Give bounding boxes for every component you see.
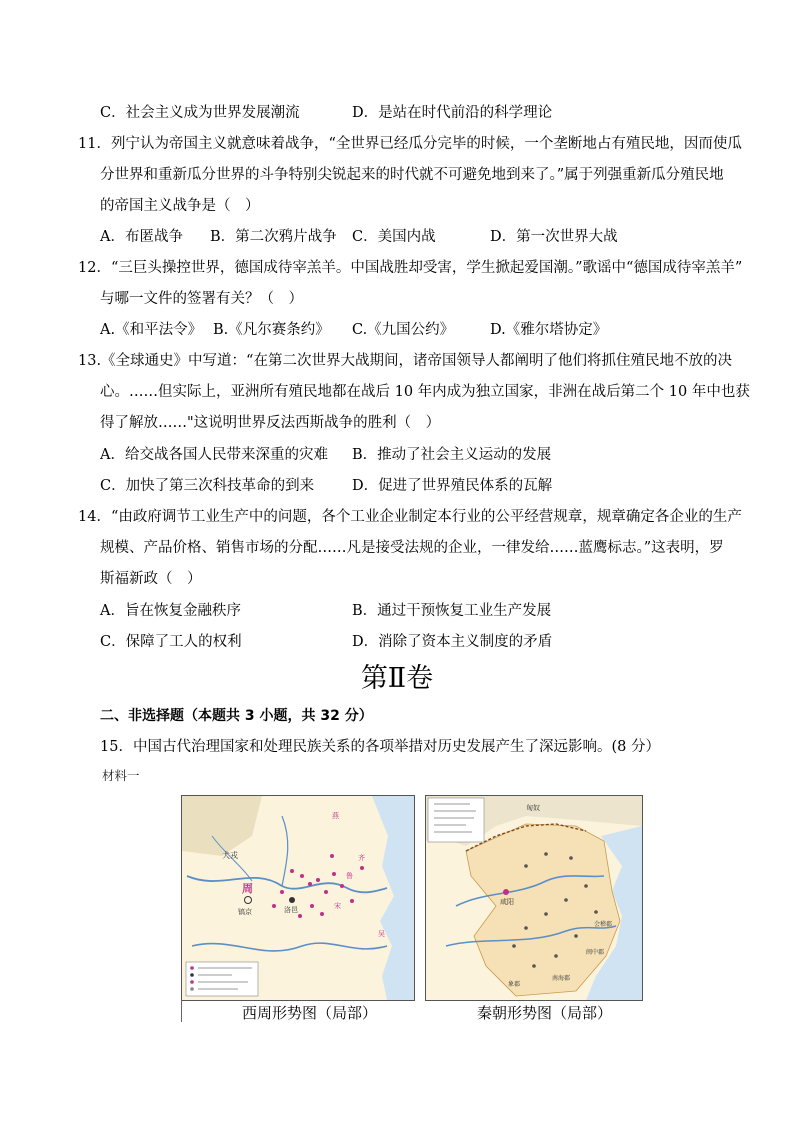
q14-stem-line1: 14．“由政府调节工业生产中的问题，各个工业企业制定本行业的公平经营规章，规章确定各企业的生产	[78, 509, 742, 525]
q14-option-d: D．消除了资本主义制度的矛盾	[352, 634, 553, 650]
q13-stem-line2: 心。……但实际上，亚洲所有殖民地都在战后 10 年内成为独立国家，非洲在战后第二个 10 年中也获	[100, 384, 750, 400]
q11-option-b: B．第二次鸦片战争	[210, 229, 337, 245]
map-label-lu: 鲁	[346, 872, 353, 880]
q13-option-b: B．推动了社会主义运动的发展	[352, 447, 552, 463]
q11-option-a: A．布匿战争	[100, 229, 183, 245]
q13-option-a: A．给交战各国人民带来深重的灾难	[100, 447, 328, 463]
q11-option-c: C．美国内战	[352, 229, 436, 245]
q11-stem-line1: 11．列宁认为帝国主义就意味着战争，“全世界已经瓜分完毕的时候，一个垄断地占有殖民地，因而使瓜	[78, 136, 742, 152]
q12-option-a: A.《和平法令》	[100, 322, 203, 338]
map-label-luoyi: 洛邑	[284, 906, 298, 914]
q12-option-b: B.《凡尔赛条约》	[213, 322, 330, 338]
map-label-nanhai: 南海郡	[552, 975, 571, 982]
q13-option-c: C．加快了第三次科技革命的到来	[100, 478, 315, 494]
q10-option-c: C．社会主义成为世界发展潮流	[100, 105, 300, 121]
western-zhou-map-caption: 西周形势图（局部）	[242, 1004, 378, 1022]
map-label-kuaiji: 会稽郡	[594, 921, 613, 928]
q14-option-a: A．旨在恢复金融秩序	[100, 603, 241, 619]
q13-option-d: D．促进了世界殖民体系的瓦解	[352, 478, 553, 494]
map-label-xiang: 象郡	[508, 981, 521, 988]
section-heading: 二、非选择题（本题共 3 小题，共 32 分）	[100, 708, 373, 724]
map-label-xianyang: 咸阳	[500, 898, 514, 906]
material-label: 材料一	[102, 768, 140, 783]
q13-stem-line3: 得了解放……"这说明世界反法西斯战争的胜利（ ）	[100, 415, 441, 431]
q14-stem-line3: 斯福新政（ ）	[100, 571, 202, 587]
map-divider	[181, 1000, 182, 1022]
q12-stem-line1: 12．“三巨头操控世界，德国成待宰羔羊。中国战胜却受害，学生掀起爱国潮。”歌谣中“德国成待宰羔羊”	[78, 260, 743, 276]
q10-option-d: D．是站在时代前沿的科学理论	[352, 105, 553, 121]
q14-stem-line2: 规模、产品价格、销售市场的分配……凡是接受法规的企业，一律发给……蓝鹰标志。”这表明，罗	[100, 540, 724, 556]
western-zhou-map	[181, 795, 415, 1001]
q14-option-b: B．通过干预恢复工业生产发展	[352, 603, 552, 619]
map-label-wu: 吴	[378, 930, 385, 938]
map-label-quanrong: 犬戎	[222, 851, 238, 860]
q13-stem-line1: 13.《全球通史》中写道：“在第二次世界大战期间，诸帝国领导人都阐明了他们将抓住殖民地不放的决	[78, 353, 732, 369]
q12-option-c: C.《九国公约》	[352, 322, 455, 338]
qin-map-caption: 秦朝形势图（局部）	[477, 1004, 613, 1022]
q11-stem-line3: 的帝国主义战争是（ ）	[100, 198, 260, 214]
q14-option-c: C．保障了工人的权利	[100, 634, 242, 650]
map-label-song: 宋	[334, 902, 341, 910]
map-label-zhou: 周	[242, 882, 253, 895]
q11-option-d: D．第一次世界大战	[490, 229, 618, 245]
map-label-yan: 燕	[332, 812, 339, 820]
q12-stem-line2: 与哪一文件的签署有关？（ ）	[100, 291, 303, 307]
part2-title: 第Ⅱ卷	[360, 663, 434, 694]
map-label-xiongnu: 匈奴	[526, 804, 540, 812]
q11-stem-line2: 分世界和重新瓜分世界的斗争特别尖锐起来的时代就不可避免地到来了。”属于列强重新瓜分殖民地	[100, 167, 724, 183]
map-label-qi: 齐	[358, 854, 365, 862]
qin-map	[425, 795, 643, 1001]
q15-stem: 15．中国古代治理国家和处理民族关系的各项举措对历史发展产生了深远影响。(8 分）	[100, 739, 660, 755]
map-label-minzhong: 闽中郡	[586, 949, 605, 956]
q12-option-d: D.《雅尔塔协定》	[490, 322, 608, 338]
map-label-haojing: 镐京	[238, 908, 252, 916]
